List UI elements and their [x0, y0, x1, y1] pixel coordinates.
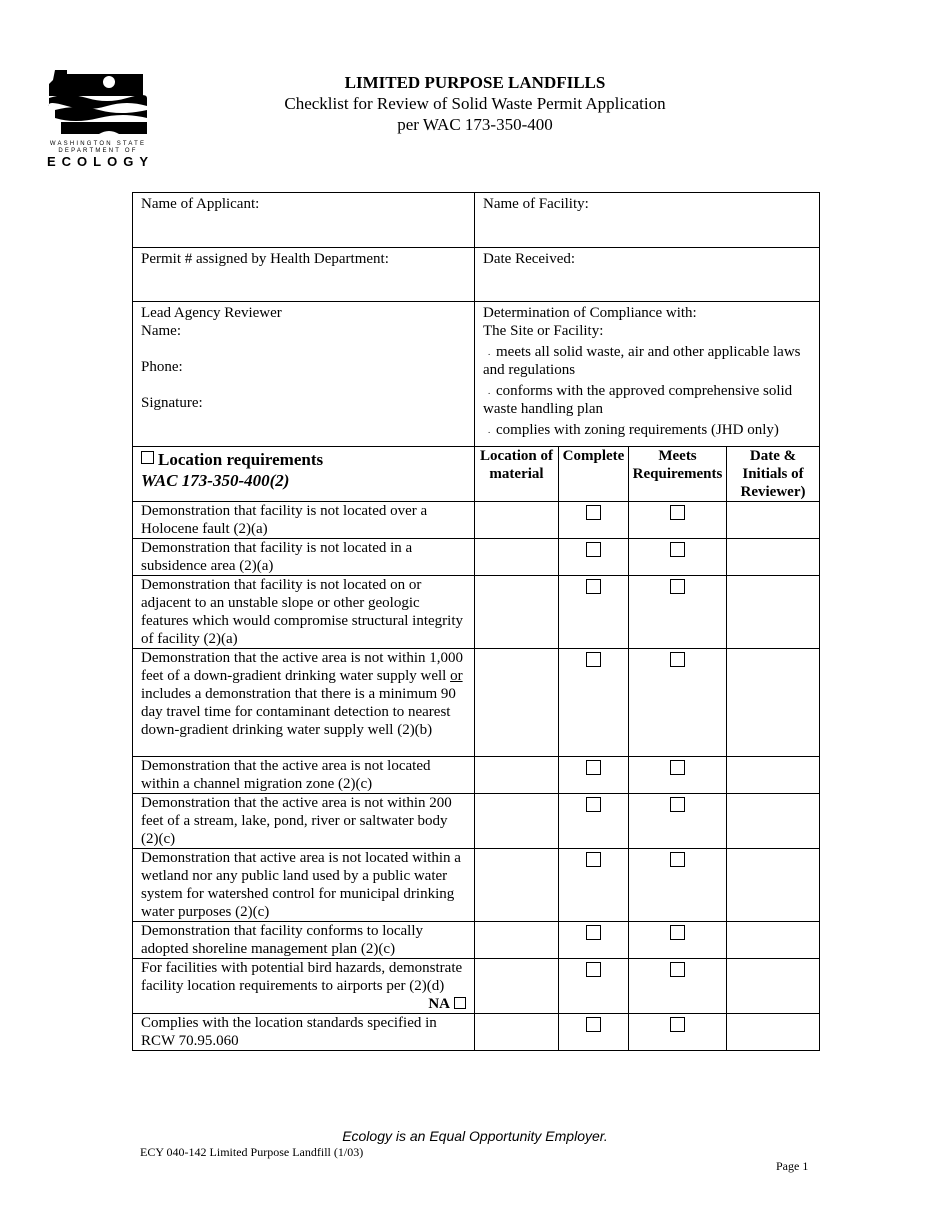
- date-initials-cell[interactable]: [727, 794, 820, 849]
- requirement-text: Demonstration that facility is not located on or adjacent to an unstable slope or other geologic features which would compromise structural integrity of facility (2)(a): [141, 577, 463, 647]
- washington-state-icon: [47, 68, 151, 140]
- applicant-name-field[interactable]: [133, 193, 475, 248]
- tick-icon: .: [488, 347, 491, 357]
- meets-checkbox[interactable]: [670, 760, 685, 775]
- date-initials-cell[interactable]: [727, 922, 820, 959]
- checklist-table: [132, 192, 820, 1051]
- requirement-text: Demonstration that the active area is not within 200 feet of a stream, lake, pond, river or saltwater body (2)(c): [141, 795, 452, 847]
- ecology-logo: [47, 68, 155, 170]
- document-title: LIMITED PURPOSE LANDFILLS: [344, 73, 606, 92]
- footer-page-number: Page 1: [776, 1159, 809, 1173]
- complete-checkbox[interactable]: [586, 505, 601, 520]
- date-received-label: Date Received:: [483, 251, 576, 267]
- reviewer-signature-label[interactable]: Signature:: [141, 395, 203, 411]
- date-initials-cell[interactable]: [727, 1014, 820, 1051]
- location-cell[interactable]: [475, 757, 559, 794]
- date-initials-cell[interactable]: [727, 959, 820, 1014]
- reviewer-name-label[interactable]: Name:: [141, 323, 181, 339]
- meets-checkbox[interactable]: [670, 962, 685, 977]
- date-initials-cell[interactable]: [727, 539, 820, 576]
- complete-checkbox[interactable]: [586, 852, 601, 867]
- meets-checkbox[interactable]: [670, 1017, 685, 1032]
- reviewer-title: Lead Agency Reviewer: [141, 305, 282, 321]
- complete-checkbox[interactable]: [586, 1017, 601, 1032]
- logo-line1: WASHINGTON STATE: [49, 141, 147, 147]
- document-reference: per WAC 173-350-400: [397, 115, 553, 134]
- footer-form-code: ECY 040-142 Limited Purpose Landfill (1/03): [140, 1145, 364, 1159]
- determination-title: Determination of Compliance with:: [483, 305, 697, 321]
- applicant-name-label: Name of Applicant:: [141, 196, 260, 212]
- column-header-date: Date & Initials of Reviewer): [727, 447, 820, 502]
- meets-checkbox[interactable]: [670, 505, 685, 520]
- table-row: [133, 576, 820, 649]
- complete-checkbox[interactable]: [586, 925, 601, 940]
- table-row: [133, 757, 820, 794]
- date-initials-cell[interactable]: [727, 757, 820, 794]
- table-row: [133, 649, 820, 757]
- column-header-location: Location of material: [475, 447, 559, 502]
- determination-option-3[interactable]: . complies with zoning requirements (JHD only): [488, 422, 779, 438]
- determination-subtitle: The Site or Facility:: [483, 323, 604, 339]
- requirement-text: Demonstration that facility is not located over a Holocene fault (2)(a): [141, 503, 428, 537]
- meets-checkbox[interactable]: [670, 797, 685, 812]
- section-header-cell: [133, 447, 475, 502]
- meets-checkbox[interactable]: [670, 652, 685, 667]
- meets-checkbox[interactable]: [670, 852, 685, 867]
- requirement-text: Demonstration that facility conforms to locally adopted shoreline management plan (2)(c): [141, 923, 424, 957]
- location-cell[interactable]: [475, 539, 559, 576]
- requirement-text: Demonstration that active area is not located within a wetland nor any public land used by a public water system for watershed control for municipal drinking water purposes (2)(c): [141, 850, 461, 920]
- location-cell[interactable]: [475, 502, 559, 539]
- permit-number-label: Permit # assigned by Health Department:: [141, 251, 389, 267]
- determination-cell: [475, 302, 820, 447]
- date-initials-cell[interactable]: [727, 576, 820, 649]
- permit-number-field[interactable]: [133, 248, 475, 302]
- complete-checkbox[interactable]: [586, 652, 601, 667]
- location-cell[interactable]: [475, 922, 559, 959]
- reviewer-cell: [133, 302, 475, 447]
- logo-line2: DEPARTMENT OF: [58, 148, 138, 154]
- table-row: [133, 849, 820, 922]
- table-row: [133, 794, 820, 849]
- determination-option-2[interactable]: . conforms with the approved comprehensive solid waste handling plan: [483, 383, 793, 417]
- requirement-text: For facilities with potential bird hazards, demonstrate facility location requirements to airports per (2)(d) NA: [133, 959, 474, 995]
- determination-option-1[interactable]: . meets all solid waste, air and other applicable laws and regulations: [483, 344, 801, 378]
- column-header-meets: Meets Requirements: [629, 447, 727, 502]
- table-row: [133, 959, 820, 1014]
- reviewer-phone-label[interactable]: Phone:: [141, 359, 183, 375]
- table-row: [133, 1014, 820, 1051]
- requirement-text: Demonstration that facility is not located in a subsidence area (2)(a): [141, 540, 413, 574]
- date-received-field[interactable]: [475, 248, 820, 302]
- table-row: [133, 539, 820, 576]
- column-header-complete: Complete: [559, 447, 629, 502]
- meets-checkbox[interactable]: [670, 542, 685, 557]
- na-option[interactable]: NA: [428, 995, 466, 1013]
- meets-checkbox[interactable]: [670, 925, 685, 940]
- location-cell[interactable]: [475, 959, 559, 1014]
- complete-checkbox[interactable]: [586, 760, 601, 775]
- section-citation: WAC 173-350-400(2): [141, 471, 290, 490]
- table-row: [133, 922, 820, 959]
- table-row: [133, 502, 820, 539]
- requirement-text: Complies with the location standards specified in RCW 70.95.060: [141, 1015, 437, 1049]
- location-cell[interactable]: [475, 649, 559, 757]
- date-initials-cell[interactable]: [727, 502, 820, 539]
- na-checkbox[interactable]: [454, 997, 466, 1009]
- complete-checkbox[interactable]: [586, 579, 601, 594]
- document-subtitle: Checklist for Review of Solid Waste Permit Application: [284, 94, 666, 113]
- requirement-text: Demonstration that the active area is not within 1,000 feet of a down-gradient drinking water supply well or includes a demonstration that there is a minimum 90 day travel time for contaminant detection to nearest down-gradient drinking water supply well (2)(b): [141, 650, 464, 738]
- date-initials-cell[interactable]: [727, 649, 820, 757]
- location-cell[interactable]: [475, 576, 559, 649]
- facility-name-label: Name of Facility:: [483, 196, 589, 212]
- facility-name-field[interactable]: [475, 193, 820, 248]
- section-checkbox-icon[interactable]: [141, 451, 154, 464]
- requirement-text: Demonstration that the active area is not located within a channel migration zone (2)(c): [141, 758, 431, 792]
- date-initials-cell[interactable]: [727, 849, 820, 922]
- location-cell[interactable]: [475, 794, 559, 849]
- meets-checkbox[interactable]: [670, 579, 685, 594]
- tick-icon: .: [488, 425, 491, 435]
- complete-checkbox[interactable]: [586, 797, 601, 812]
- document-header: [200, 72, 750, 135]
- complete-checkbox[interactable]: [586, 962, 601, 977]
- location-cell[interactable]: [475, 849, 559, 922]
- complete-checkbox[interactable]: [586, 542, 601, 557]
- section-title: Location requirements: [158, 450, 324, 469]
- location-cell[interactable]: [475, 1014, 559, 1051]
- tick-icon: .: [488, 386, 491, 396]
- footer-statement: Ecology is an Equal Opportunity Employer.: [342, 1128, 608, 1144]
- logo-line3: ECOLOGY: [47, 154, 155, 169]
